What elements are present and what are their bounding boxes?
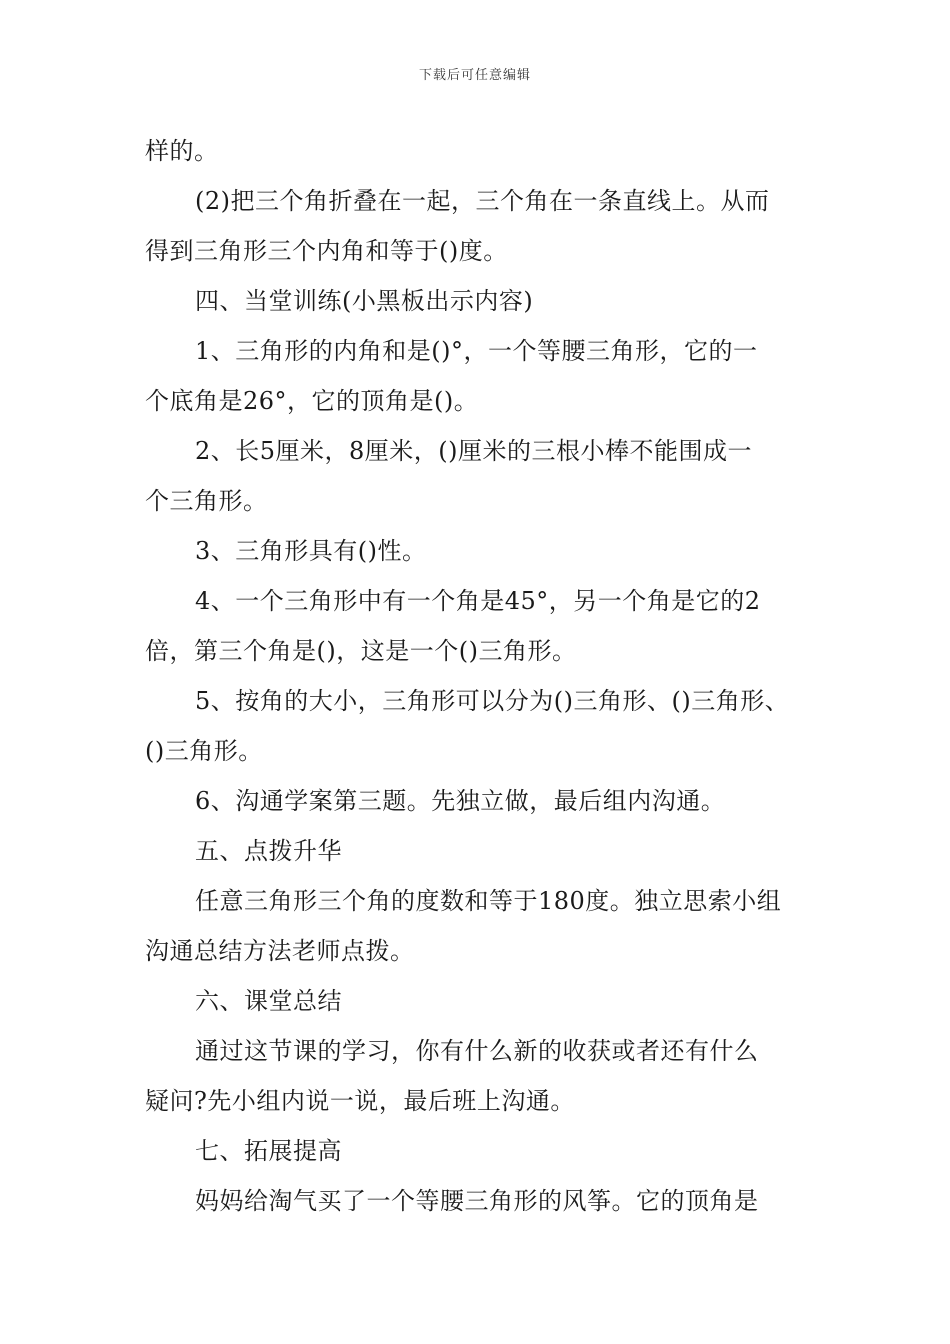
text-line: (2)把三个角折叠在一起，三个角在一条直线上。从而 (195, 187, 770, 215)
text-line: 样的。 (145, 137, 219, 165)
text-line: 4、一个三角形中有一个角是45°，另一个角是它的2 (195, 587, 761, 615)
text-line: 疑问?先小组内说一说，最后班上沟通。 (145, 1087, 575, 1115)
section-heading: 七、拓展提高 (195, 1137, 342, 1165)
text-line: 沟通总结方法老师点拨。 (145, 937, 415, 965)
text-line: 任意三角形三个角的度数和等于180度。独立思索小组 (195, 887, 782, 915)
text-line: 1、三角形的内角和是()°，一个等腰三角形，它的一 (195, 337, 758, 365)
section-heading: 六、课堂总结 (195, 987, 342, 1015)
section-heading: 四、当堂训练(小黑板出示内容) (195, 287, 534, 315)
document-body (145, 126, 815, 1226)
text-line: 3、三角形具有()性。 (195, 537, 427, 565)
text-line: 妈妈给淘气买了一个等腰三角形的风筝。它的顶角是 (195, 1187, 759, 1215)
section-heading: 五、点拨升华 (195, 837, 342, 865)
text-line: ()三角形。 (145, 737, 263, 765)
page-header-note: 下载后可任意编辑 (418, 68, 531, 83)
text-line: 个底角是26°，它的顶角是()。 (145, 387, 479, 415)
text-line: 个三角形。 (145, 487, 268, 515)
text-line: 6、沟通学案第三题。先独立做，最后组内沟通。 (195, 787, 726, 815)
text-line: 通过这节课的学习，你有什么新的收获或者还有什么 (195, 1037, 759, 1065)
text-line: 2、长5厘米，8厘米，()厘米的三根小棒不能围成一 (195, 437, 753, 465)
text-line: 倍，第三个角是()，这是一个()三角形。 (145, 637, 577, 665)
text-line: 得到三角形三个内角和等于()度。 (145, 237, 508, 265)
text-line: 5、按角的大小，三角形可以分为()三角形、()三角形、 (195, 687, 790, 715)
